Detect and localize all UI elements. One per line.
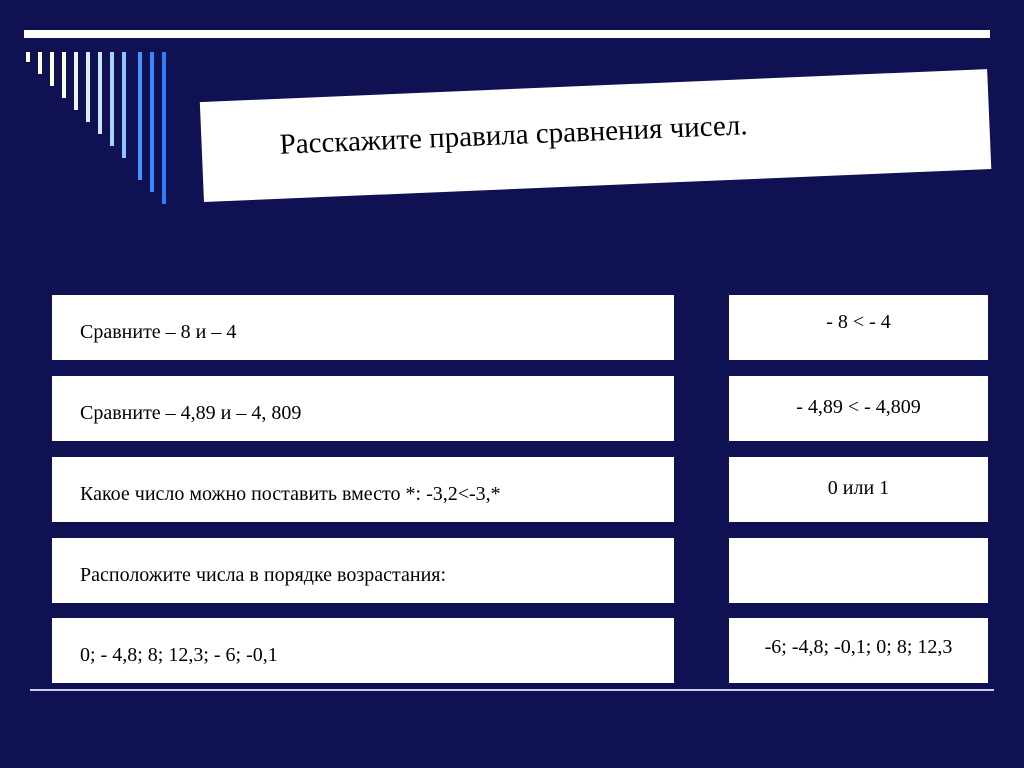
stripe bbox=[162, 52, 166, 204]
stripe bbox=[138, 52, 142, 180]
stripe bbox=[26, 52, 30, 62]
slide-title: Расскажите правила сравнения чисел. bbox=[279, 109, 749, 161]
answer-box-2 bbox=[729, 376, 988, 441]
answer-box-1 bbox=[729, 295, 988, 360]
question-text: Сравните – 8 и – 4 bbox=[80, 321, 237, 343]
question-text: Расположите числа в порядке возрастания: bbox=[80, 564, 447, 586]
question-box-5 bbox=[52, 618, 674, 683]
stripe bbox=[122, 52, 126, 158]
question-text: 0; - 4,8; 8; 12,3; - 6; -0,1 bbox=[80, 644, 278, 666]
stripe bbox=[50, 52, 54, 86]
answer-text: 0 или 1 bbox=[827, 477, 890, 499]
question-box-3 bbox=[52, 457, 674, 522]
question-box-2 bbox=[52, 376, 674, 441]
answer-box-5 bbox=[729, 618, 988, 683]
answer-text: - 8 < - 4 bbox=[826, 311, 891, 333]
stripe bbox=[110, 52, 114, 146]
decorative-stripes bbox=[0, 0, 200, 220]
stripe bbox=[62, 52, 66, 98]
answer-box-3 bbox=[729, 457, 988, 522]
question-box-1 bbox=[52, 295, 674, 360]
answer-text: - 4,89 < - 4,809 bbox=[796, 396, 921, 418]
question-box-4 bbox=[52, 538, 674, 603]
stripe bbox=[38, 52, 42, 74]
stripe bbox=[74, 52, 78, 110]
stripe bbox=[86, 52, 90, 122]
title-panel bbox=[200, 69, 991, 202]
question-text: Сравните – 4,89 и – 4, 809 bbox=[80, 402, 302, 424]
stripe bbox=[150, 52, 154, 192]
stripe bbox=[98, 52, 102, 134]
answer-box-4 bbox=[729, 538, 988, 603]
answer-text: -6; -4,8; -0,1; 0; 8; 12,3 bbox=[764, 636, 953, 658]
question-text: Какое число можно поставить вместо *: -3,2<-3,* bbox=[80, 483, 501, 505]
bottom-divider-line bbox=[30, 689, 994, 691]
